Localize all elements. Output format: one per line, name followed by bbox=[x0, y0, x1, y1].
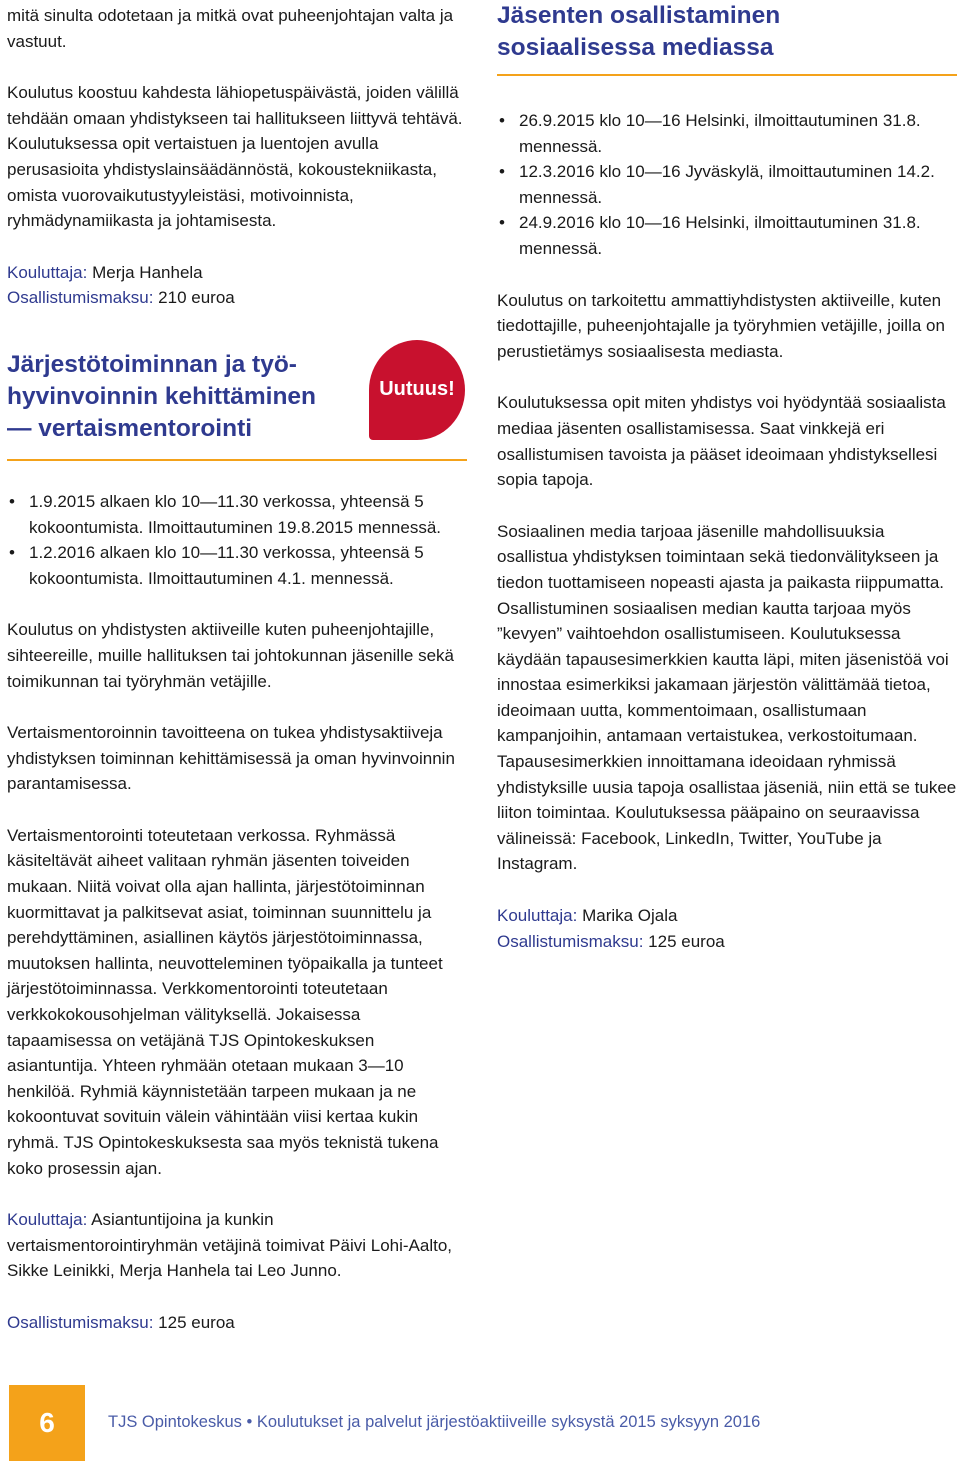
fee-line-1 bbox=[7, 285, 467, 311]
fee-label: Osallistumismaksu: bbox=[7, 1312, 154, 1332]
section-title-line-2: hyvinvoinnin kehittäminen bbox=[7, 382, 317, 410]
intro-paragraph: Koulutus koostuu kahdesta lähiopetuspäivästä, joiden välillä tehdään omaan yhdistykseen tai hallitukseen liittyvä tehtävä. Koulutuksessa opit vertaistuen ja luentojen avulla perusasioita yhdistyslainsäädännöstä, kokoustekniikasta, omista vuorovaikutustyyleistäsi, motivoinnista, ryhmädynamiikasta ja johtamisesta. bbox=[7, 83, 463, 231]
footer-text: TJS Opintokeskus • Koulutukset ja palvelut järjestöaktiiveille syksystä 2015 syksyyn 2016 bbox=[108, 1413, 761, 1431]
fee-value: 125 euroa bbox=[158, 1312, 235, 1332]
fee-label: Osallistumismaksu: bbox=[7, 288, 154, 308]
trainer-line-2 bbox=[7, 1207, 467, 1284]
list-item: • 26.9.2015 klo 10—16 Helsinki, ilmoittautuminen 31.8. mennessä. bbox=[497, 108, 957, 159]
date-list-social-media bbox=[497, 108, 957, 262]
goal-paragraph: Vertaismentoroinnin tavoitteena on tukea yhdistysaktiiveja yhdistyksen toiminnan kehittämisessä ja oman hyvinvoinnin parantamisessa. bbox=[7, 723, 455, 794]
new-badge-label: Uutuus! bbox=[379, 377, 455, 400]
section-rule-left bbox=[7, 459, 467, 461]
fee-value: 125 euroa bbox=[648, 931, 725, 951]
right-title-line-2: sosiaalisessa mediassa bbox=[497, 34, 774, 61]
left-column bbox=[7, 0, 467, 1336]
section-rule-right bbox=[497, 74, 957, 76]
trainer-line-right bbox=[497, 903, 957, 929]
trainer-label: Kouluttaja: bbox=[7, 1210, 88, 1230]
fee-label: Osallistumismaksu: bbox=[497, 931, 644, 951]
fee-line-2 bbox=[7, 1310, 467, 1336]
fee-value: 210 euroa bbox=[158, 288, 235, 308]
right-title-line-1: Jäsenten osallistaminen bbox=[497, 2, 781, 29]
target-paragraph: Koulutus on yhdistysten aktiiveille kuten puheenjohtajille, sihteereille, muille hallituksen tai johtokunnan jäsenille sekä toimikunnan tai työryhmän vetäjille. bbox=[7, 620, 454, 691]
method-paragraph: Vertaismentorointi toteutetaan verkossa. Ryhmässä käsiteltävät aiheet valitaan ryhmän jäsenten toiveiden mukaan. Niitä voivat olla ajan hallinta, järjestötoiminnan kuormittavat ja palkitsevat asiat, toiminnan suunnittelu ja perehdyttäminen, asiallinen käytös järjestötoiminnassa, muutoksen hallinta, neuvotteleminen työpaikalla ja tunteet järjestötoiminnassa. Verkkomentorointi toteutetaan verkkokokousohjelman välityksellä. Jokaisessa tapaamisessa on vetäjänä TJS Opintokeskuksen asiantuntija. Yhteen ryhmään otetaan mukaan 3—10 henkilöä. Ryhmiä käynnistetään tarpeen mukaan ja ne kokoontuvat sovituin välein vähintään viisi kertaa kukin ryhmä. TJS Opintokeskuksesta saa myös teknistä tukena koko prosessin ajan. bbox=[7, 825, 443, 1178]
list-item: • 12.3.2016 klo 10—16 Jyväskylä, ilmoittautuminen 14.2. mennessä. bbox=[497, 159, 957, 210]
trainer-line-1 bbox=[7, 260, 467, 286]
page-number-box bbox=[9, 1385, 85, 1461]
trainer-value: Merja Hanhela bbox=[92, 262, 203, 282]
learning-paragraph: Koulutuksessa opit miten yhdistys voi hyödyntää sosiaalista mediaa jäsenten osallistamisessa. Saat vinkkejä eri osallistumisen tavoista ja pääset ideoimaan yhdistyksellesi sopia tapoja. bbox=[497, 393, 946, 490]
list-item: • 1.9.2015 alkaen klo 10—11.30 verkossa, yhteensä 5 kokoontumista. Ilmoittautuminen 19.8.2015 mennessä. bbox=[7, 489, 467, 540]
new-badge bbox=[369, 340, 465, 440]
right-column bbox=[497, 0, 957, 954]
intro-tail: mitä sinulta odotetaan ja mitkä ovat puheenjohtajan valta ja vastuut. bbox=[7, 6, 454, 51]
date-list-mentoring bbox=[7, 489, 467, 591]
list-item: • 24.9.2016 klo 10—16 Helsinki, ilmoittautuminen 31.8. mennessä. bbox=[497, 210, 957, 261]
trainer-value: Marika Ojala bbox=[582, 906, 678, 926]
trainer-value: Asiantuntijoina ja kunkin vertaismentorointiryhmän vetäjinä toimivat Päivi Lohi-Aalto, Sikke Leinikki, Merja Hanhela tai Leo Junno. bbox=[7, 1210, 453, 1281]
trainer-label: Kouluttaja: bbox=[7, 262, 88, 282]
audience-paragraph: Koulutus on tarkoitettu ammattiyhdistysten aktiiveille, kuten tiedottajille, puheenjohtajalle ja työryhmien vetäjille, joilla on perustietämys sosiaalisesta mediasta. bbox=[497, 290, 945, 361]
trainer-label: Kouluttaja: bbox=[497, 906, 578, 926]
page-number: 6 bbox=[39, 1407, 55, 1438]
content-paragraph: Sosiaalinen media tarjoaa jäsenille mahdollisuuksia osallistua yhdistyksen toimintaan sekä tiedonvälitykseen ja tiedon tuottamiseen nopeasti ajasta ja paikasta riippumatta. Osallistuminen sosiaalisen median kautta tarjoaa myös ”kevyen” vaihtoehdon osallistumiseen. Koulutuksessa käydään tapausesimerkkien kautta läpi, miten jäsenistöä voi innostaa esimerkiksi jakamaan järjestön välittämää tietoa, ideoimaan uutta, kommentoimaan, osallistumaan kampanjoihin, antamaan vertaistukea, verkostoitumaan. Tapausesimerkkien innoittamana ideoidaan ryhmissä yhdistyksille uusia tapoja osallistaa jäseniä, niin että se tukee liiton toimintaa. Koulutuksessa pääpaino on seuraavissa välineissä: Facebook, LinkedIn, Twitter, YouTube ja Instagram. bbox=[497, 521, 957, 874]
section-title-line-1: Järjestötoiminnan ja työ- bbox=[7, 350, 297, 378]
section-title-line-3: — vertaismentorointi bbox=[7, 414, 253, 442]
list-item: • 1.2.2016 alkaen klo 10—11.30 verkossa, yhteensä 5 kokoontumista. Ilmoittautuminen 4.1. mennessä. bbox=[7, 540, 467, 591]
fee-line-right bbox=[497, 929, 957, 955]
